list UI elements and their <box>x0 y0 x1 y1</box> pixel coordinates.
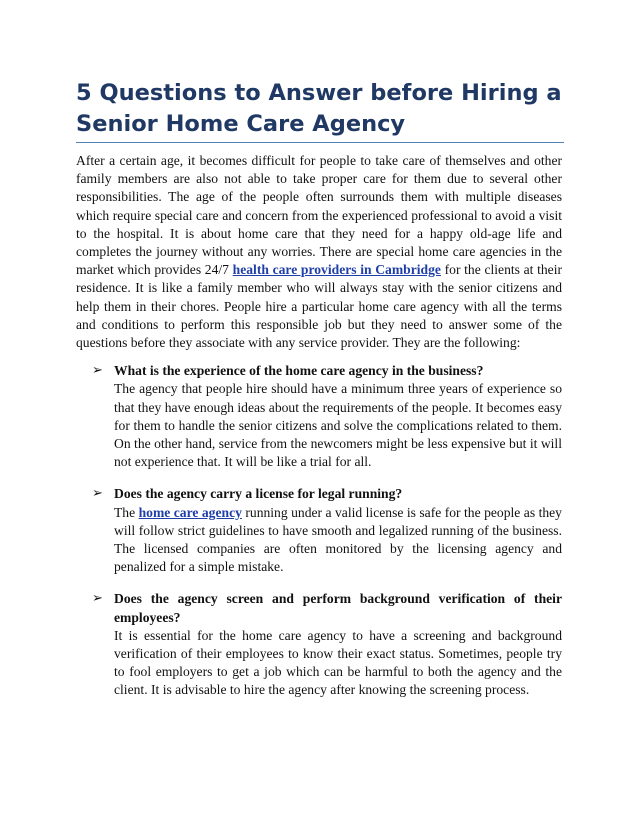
question-answer: It is essential for the home care agency to have a screening and background verification of their employees to know their exact status. Sometimes, people try to fool employers to get a job which can be harmful to both the agency and the client. It is advisable to hire the agency after knowing the screening process. <box>114 627 562 698</box>
question-item <box>76 485 562 576</box>
health-care-providers-link[interactable]: health care providers in Cambridge <box>232 262 441 278</box>
intro-text-2: for the clients at their residence. It is like a family member who will always stay with the senior citizens and help them in their chores. People hire a particular home care agency with all the terms and conditions to perform this responsible job but they need to answer some of the questions before they associate with any service provider. They are the following: <box>76 262 563 351</box>
questions-list <box>76 362 562 699</box>
title-divider <box>76 142 564 143</box>
intro-text-1: After a certain age, it becomes difficult for people to take care of themselves and other family members are also not able to take proper care for them due to several other responsibilities. The age of the people often surrounds them with multiple diseases which require special care and concern from the experienced professional to avoid a visit to the hospital. It is about home care that they need for a happy old-age life and completes the journey without any worries. There are special home care agencies in the market which provides 24/7 <box>76 153 562 278</box>
question-item <box>76 590 562 699</box>
question-title: Does the agency carry a license for legal running? <box>114 486 403 502</box>
arrow-bullet-icon: ➢ <box>92 591 103 607</box>
article-body <box>76 152 562 714</box>
arrow-bullet-icon: ➢ <box>92 486 103 502</box>
question-answer: The agency that people hire should have a minimum three years of experience so that they have enough ideas about the requirements of the people. It becomes easy for them to handle the senior citizens and solve the complications related to them. On the other hand, service from the newcomers might be less expensive but it will not experience that. It will be like a trial for all. <box>114 381 562 470</box>
home-care-agency-link[interactable]: home care agency <box>138 504 242 520</box>
answer-text-2: running under a valid license is safe for the people as they will follow strict guidelines to have smooth and legalized running of the business. The licensed companies are often monitored by the licensing agency and penalized for a simple mistake. <box>114 504 562 575</box>
question-title: Does the agency screen and perform background verification of their employees? <box>114 591 562 625</box>
answer-text-1: The <box>114 504 139 520</box>
question-item <box>76 362 562 471</box>
question-answer <box>114 504 562 577</box>
page-title: 5 Questions to Answer before Hiring a Senior Home Care Agency <box>76 80 562 137</box>
question-title: What is the experience of the home care agency in the business? <box>114 363 484 379</box>
arrow-bullet-icon: ➢ <box>92 363 103 379</box>
intro-paragraph <box>76 152 562 352</box>
